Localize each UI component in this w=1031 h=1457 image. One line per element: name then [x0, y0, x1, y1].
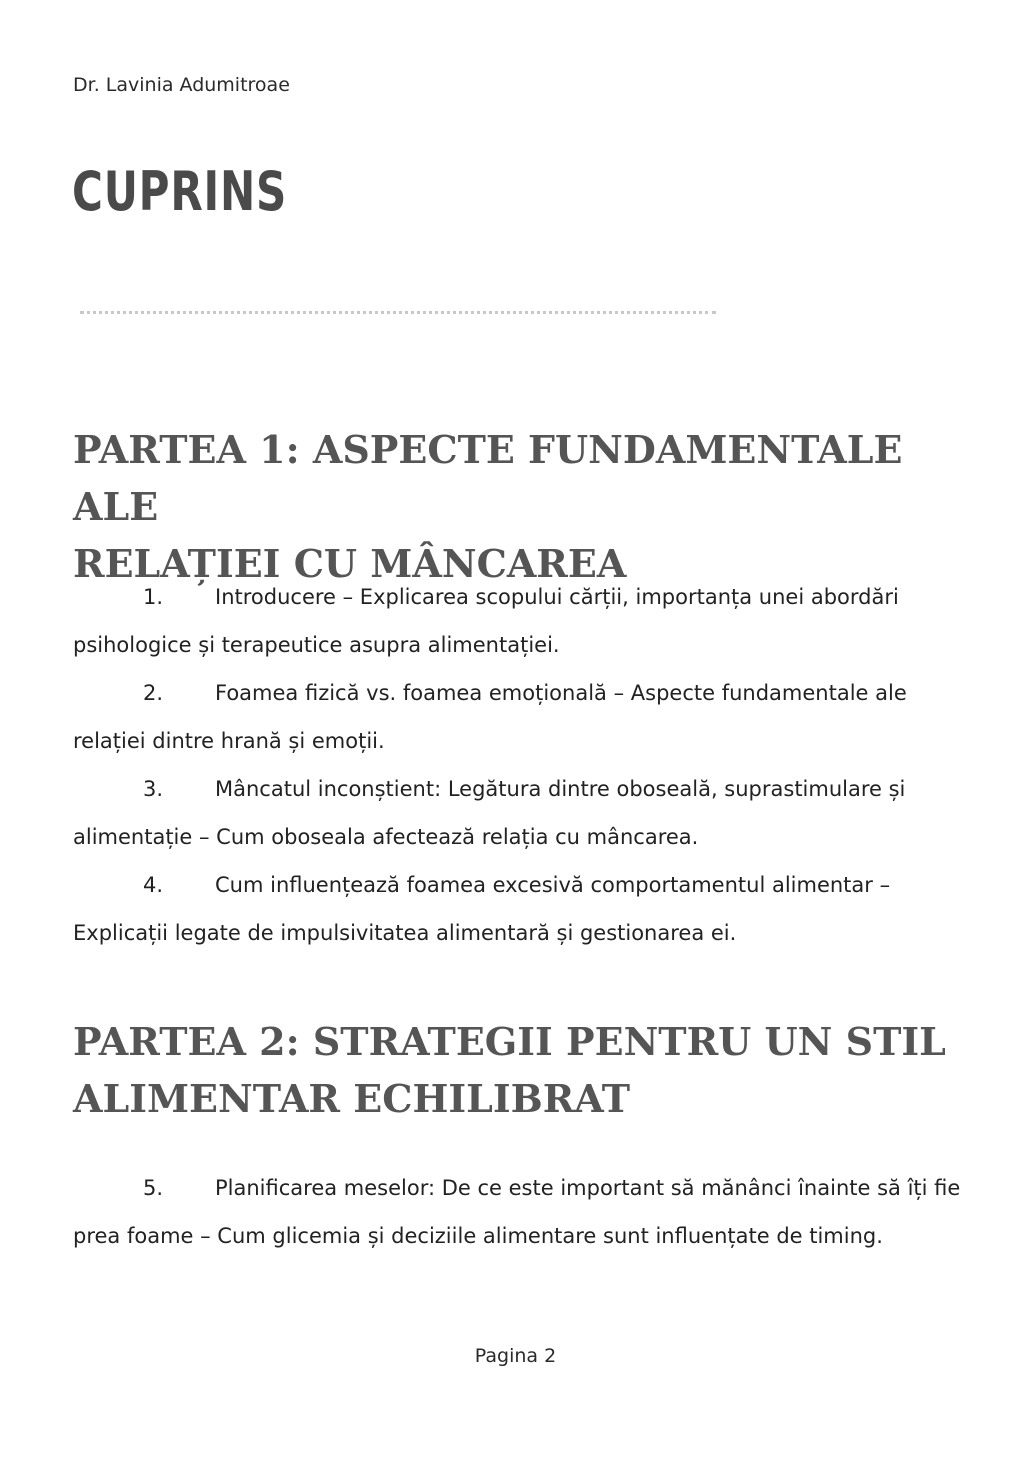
- toc-item-text: Mâncatul inconștient: Legătura dintre oboseală, suprastimulare și alimentație – Cum oboseala afectează relația cu mâncarea.: [73, 777, 906, 849]
- toc-item-number: 5.: [143, 1176, 164, 1200]
- part-2-contents-list: [73, 1164, 963, 1260]
- part-1-heading-line-1: PARTEA 1: ASPECTE FUNDAMENTALE ALE: [73, 427, 903, 529]
- toc-item-1: [73, 573, 963, 669]
- toc-item-text: Cum influențează foamea excesivă comportamentul alimentar – Explicații legate de impulsivitatea alimentară și gestionarea ei.: [73, 873, 891, 945]
- page-number: Pagina 2: [474, 1345, 557, 1367]
- part-1-contents-list: [73, 573, 963, 957]
- author-name: Dr. Lavinia Adumitroae: [73, 74, 290, 96]
- toc-item-number: 2.: [143, 681, 164, 705]
- part-2-heading-line-1: PARTEA 2: STRATEGII PENTRU UN STIL: [73, 1019, 946, 1064]
- toc-item-2: [73, 669, 963, 765]
- toc-item-3: [73, 765, 963, 861]
- part-1-heading-line-2: RELAȚIEI CU MÂNCAREA: [73, 541, 627, 586]
- toc-item-number: 1.: [143, 585, 164, 609]
- toc-item-number: 4.: [143, 873, 164, 897]
- toc-item-text: Foamea fizică vs. foamea emoțională – Aspecte fundamentale ale relației dintre hrană și emoții.: [73, 681, 907, 753]
- part-2-heading-line-2: ALIMENTAR ECHILIBRAT: [73, 1076, 630, 1121]
- dotted-divider: [80, 311, 716, 314]
- part-1-heading: [73, 421, 973, 592]
- toc-item-text: Planificarea meselor: De ce este important să mănânci înainte să îți fie prea foame – Cum glicemia și deciziile alimentare sunt influențate de timing.: [73, 1176, 961, 1248]
- toc-item-5: [73, 1164, 963, 1260]
- toc-item-4: [73, 861, 963, 957]
- toc-item-text: Introducere – Explicarea scopului cărții, importanța unei abordări psihologice și terapeutice asupra alimentației.: [73, 585, 899, 657]
- page-title: CUPRINS: [72, 160, 288, 223]
- toc-item-number: 3.: [143, 777, 164, 801]
- part-2-heading: [73, 1013, 973, 1127]
